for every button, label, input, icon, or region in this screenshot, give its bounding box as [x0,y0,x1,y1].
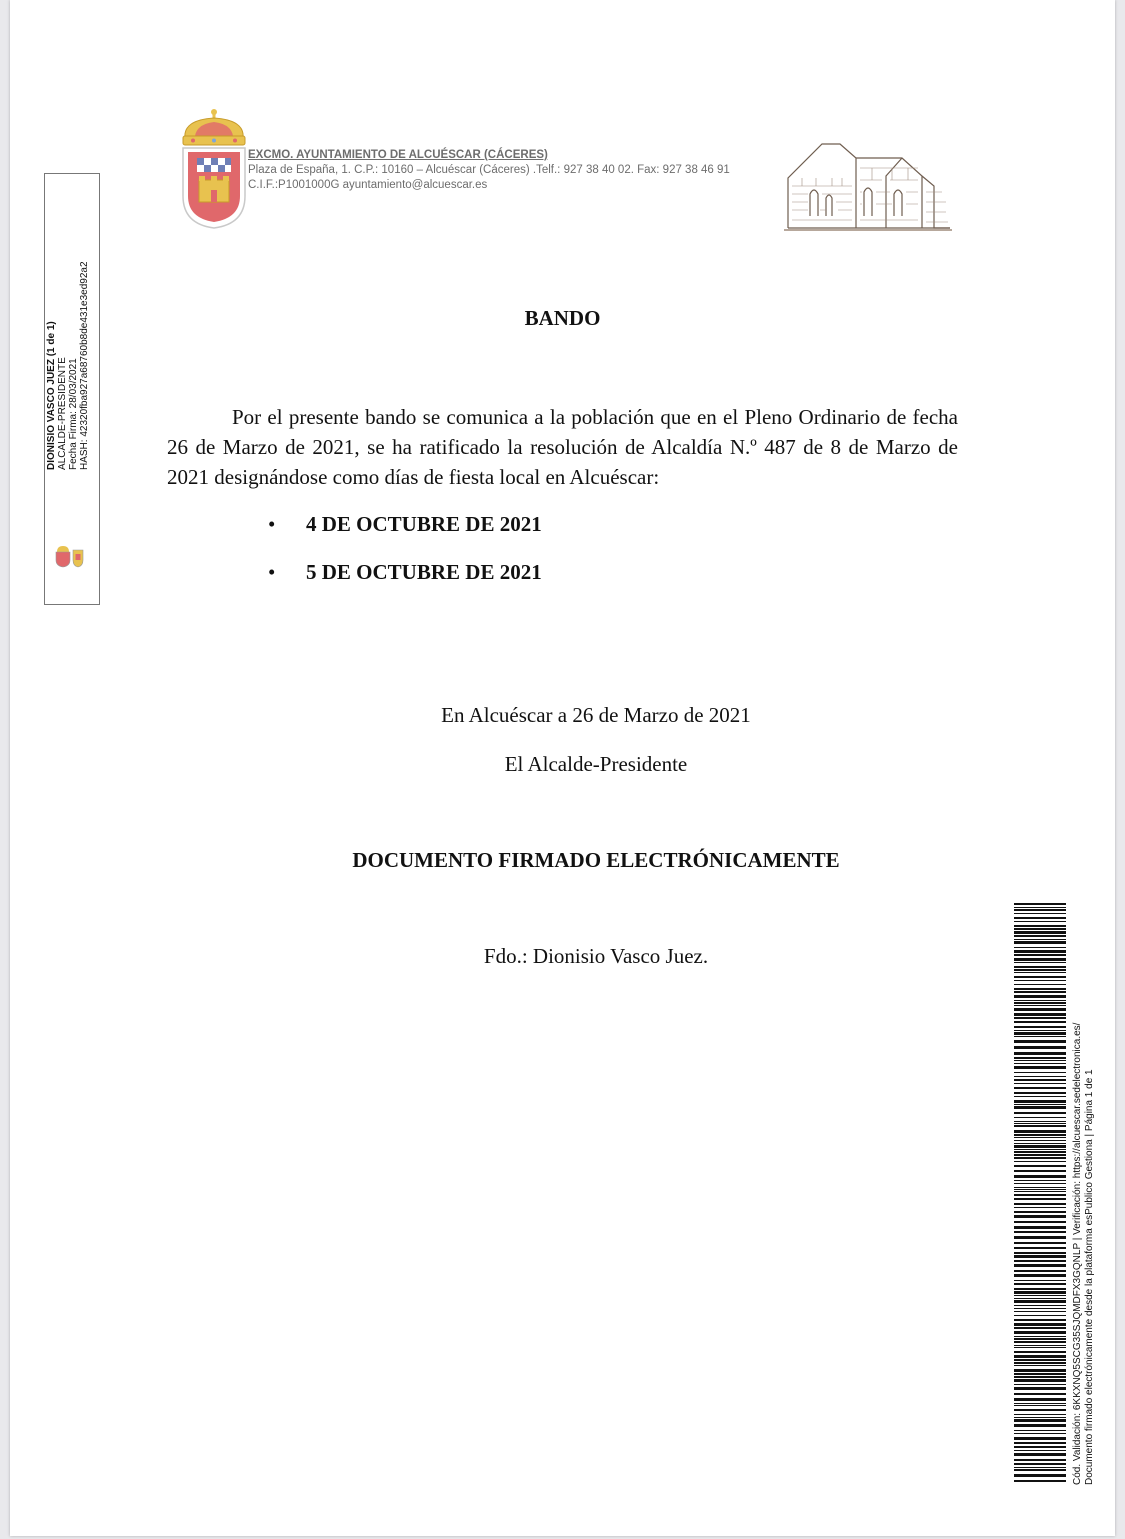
holiday-date: 4 DE OCTUBRE DE 2021 [306,512,542,536]
place-and-date: En Alcuéscar a 26 de Marzo de 2021 [441,703,751,727]
document-heading: BANDO [524,306,601,330]
validation-barcode [1014,903,1066,1483]
signature-hash: HASH: 42320fba927a68760b8de431e3ed92a2 [79,261,90,470]
municipality-header [248,148,730,193]
header-title: EXCMO. AYUNTAMIENTO DE ALCUÉSCAR (CÁCERES) [248,149,548,161]
electronic-signature-notice: DOCUMENTO FIRMADO ELECTRÓNICAMENTE [352,848,840,872]
coat-of-arms-logo [173,106,255,232]
signature-date: Fecha Firma: 28/03/2021 [68,358,79,470]
platform-notice: Documento firmado electrónicamente desde la plataforma esPublico Gestiona | Página 1 de 1 [1084,1069,1095,1485]
signatory-line: Fdo.: Dionisio Vasco Juez. [483,944,709,968]
list-item [260,556,542,604]
validation-footer [1072,965,1102,1485]
signer-name: DIONISIO VASCO JUEZ (1 de 1) [46,321,57,470]
mini-crest-icon [51,544,87,568]
signer-position: El Alcalde-Presidente [504,752,688,776]
holiday-date: 5 DE OCTUBRE DE 2021 [306,560,542,584]
header-cif-email: C.I.F.:P1001000G ayuntamiento@alcuescar.es [248,179,488,191]
bando-paragraph: Por el presente bando se comunica a la población que en el Pleno Ordinario de fecha 26 de Marzo de 2021, se ha ratificado la resolución de Alcaldía N.º 487 de 8 de Marzo de 2021 designándose como días de fiesta local en Alcuéscar: [167,405,958,489]
list-item [260,508,542,556]
validation-code: Cód. Validación: 6KKXNQ5SCG35SJQMDFX3GQNLP | Verificación: https://alcuescar.sedelectronica.es/ [1072,1022,1083,1485]
header-address: Plaza de España, 1. C.P.: 10160 – Alcuéscar (Cáceres) .Telf.: 927 38 40 02. Fax: 927 38 46 91 [248,164,730,176]
bullet-icon: • [268,560,276,584]
bullet-icon: • [268,512,276,536]
church-illustration [782,136,954,232]
document-page [10,0,1115,1536]
holiday-dates-list [260,508,542,604]
signer-role: ALCALDE-PRESIDENTE [57,357,68,470]
